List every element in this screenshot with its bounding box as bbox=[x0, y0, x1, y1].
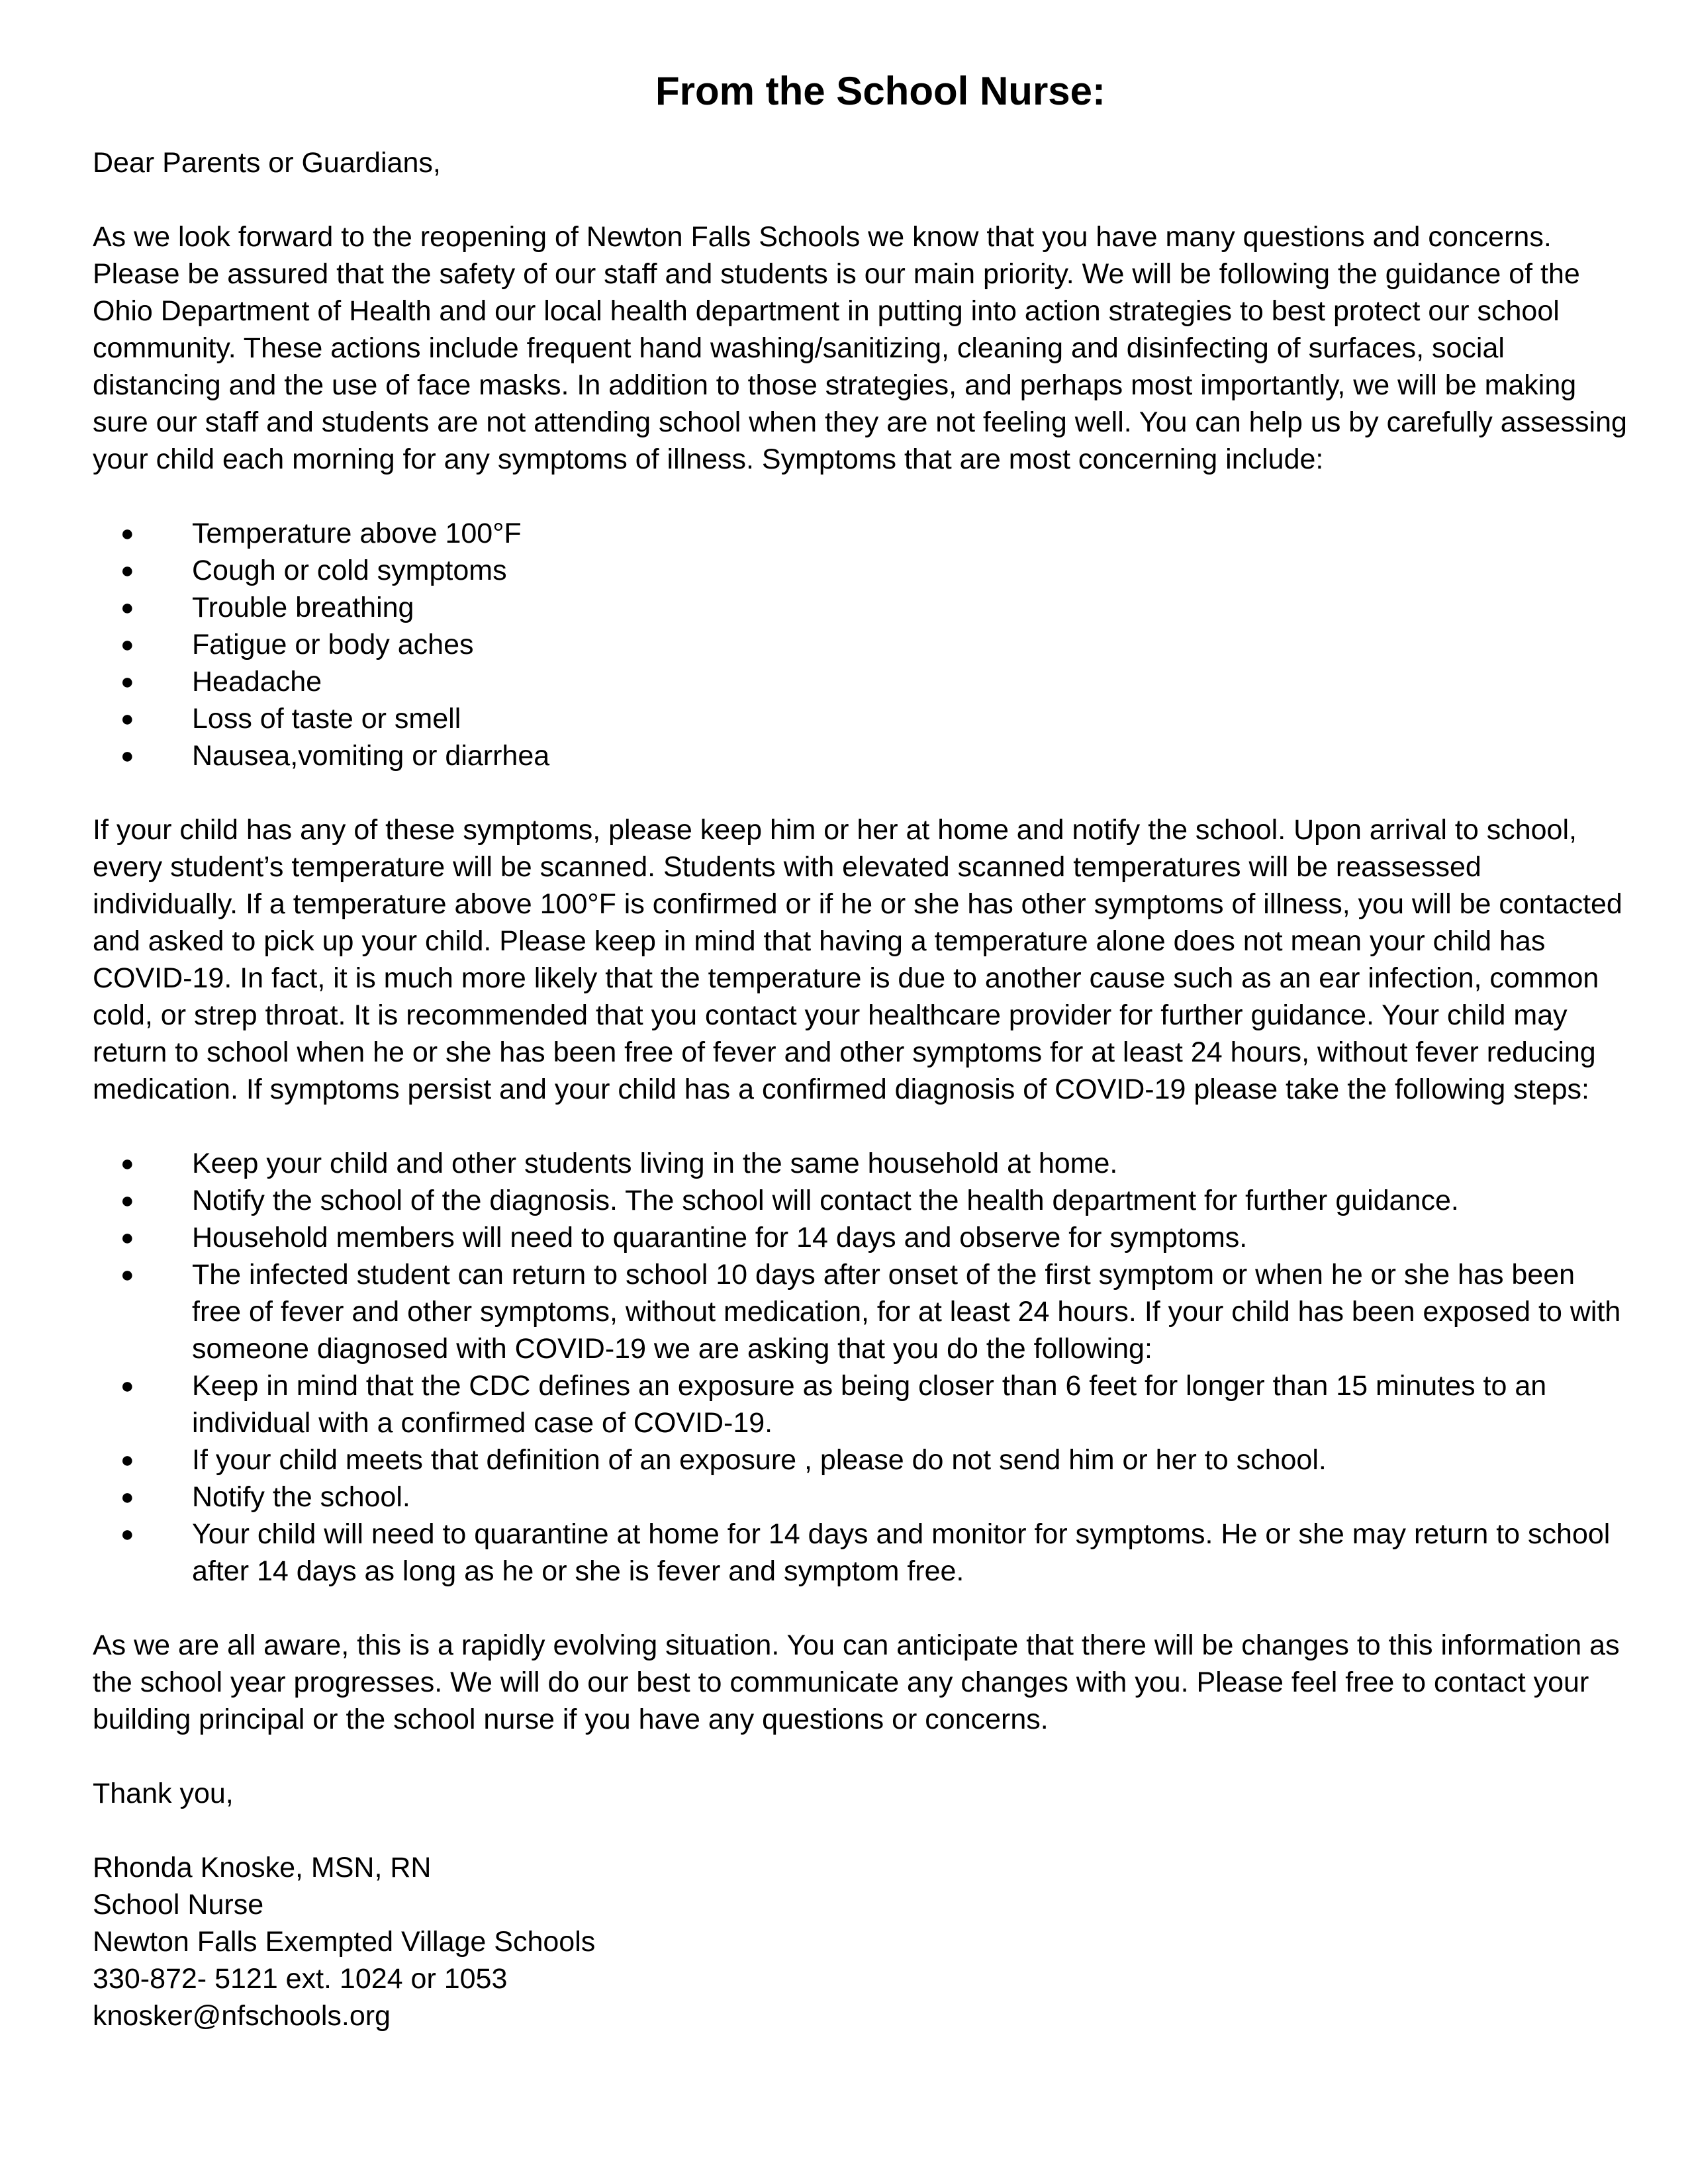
step-text: Notify the school. bbox=[192, 1481, 410, 1513]
bullet-icon: ● bbox=[120, 1188, 134, 1213]
list-item bbox=[93, 626, 1628, 663]
list-item bbox=[93, 1479, 1628, 1516]
greeting: Dear Parents or Guardians, bbox=[93, 147, 441, 179]
letter-page bbox=[93, 64, 1628, 2034]
list-item bbox=[93, 1367, 1628, 1441]
step-text: The infected student can return to school 10 days after onset of the first symptom or when he or she has been free of fever and other symptoms, without medication, for at least 24 hours. If your child has been exposed to with someone diagnosed with COVID-19 we are asking that you do the following: bbox=[192, 1259, 1621, 1365]
list-item bbox=[93, 700, 1628, 737]
bullet-icon: ● bbox=[120, 1262, 134, 1287]
page-title: From the School Nurse: bbox=[655, 69, 1106, 113]
bullet-icon: ● bbox=[120, 595, 134, 620]
bullet-icon: ● bbox=[120, 669, 134, 694]
bullet-icon: ● bbox=[120, 1373, 134, 1398]
symptom-text: Fatigue or body aches bbox=[192, 629, 474, 660]
bullet-icon: ● bbox=[120, 1522, 134, 1547]
bullet-icon: ● bbox=[120, 1225, 134, 1250]
list-item bbox=[93, 552, 1628, 589]
signature-role: School Nurse bbox=[93, 1889, 264, 1921]
step-text: Your child will need to quarantine at home for 14 days and monitor for symptoms. He or she may return to school after 14 days as long as he or she is fever and symptom free. bbox=[192, 1518, 1611, 1587]
step-text: Keep your child and other students living in the same household at home. bbox=[192, 1148, 1118, 1179]
signature-organization: Newton Falls Exempted Village Schools bbox=[93, 1926, 596, 1958]
list-item bbox=[93, 737, 1628, 774]
closing-paragraph: As we are all aware, this is a rapidly evolving situation. You can anticipate that there will be changes to this information as the school year progresses. We will do our best to communicate any changes with you. Please feel free to contact your building principal or the school nurse if you have any questions or concerns. bbox=[93, 1629, 1620, 1735]
list-item bbox=[93, 1182, 1628, 1219]
intro-paragraph: As we look forward to the reopening of Newton Falls Schools we know that you have many questions and concerns. Please be assured that the safety of our staff and students is our main priority. We will be following the guidance of the Ohio Department of Health and our local health department in putting into action strategies to best protect our school community. These actions include frequent hand washing/sanitizing, cleaning and disinfecting of surfaces, social distancing and the use of face masks. In addition to those strategies, and perhaps most importantly, we will be making sure our staff and students are not attending school when they are not feeling well. You can help us by carefully assessing your child each morning for any symptoms of illness. Symptoms that are most concerning include: bbox=[93, 221, 1627, 475]
step-text: Household members will need to quarantine for 14 days and observe for symptoms. bbox=[192, 1222, 1248, 1253]
steps-list bbox=[93, 1145, 1628, 1590]
bullet-icon: ● bbox=[120, 521, 134, 546]
bullet-icon: ● bbox=[120, 632, 134, 657]
sign-off: Thank you, bbox=[93, 1778, 234, 1809]
symptom-text: Trouble breathing bbox=[192, 592, 414, 623]
list-item bbox=[93, 515, 1628, 552]
bullet-icon: ● bbox=[120, 706, 134, 731]
list-item bbox=[93, 1145, 1628, 1182]
list-item bbox=[93, 1219, 1628, 1256]
symptom-text: Headache bbox=[192, 666, 322, 698]
signature-name: Rhonda Knoske, MSN, RN bbox=[93, 1852, 432, 1884]
signature-block bbox=[93, 1849, 1628, 2034]
bullet-icon: ● bbox=[120, 1151, 134, 1176]
symptoms-list bbox=[93, 515, 1628, 774]
bullet-icon: ● bbox=[120, 558, 134, 583]
symptom-text: Temperature above 100°F bbox=[192, 518, 522, 549]
second-paragraph: If your child has any of these symptoms, please keep him or her at home and notify the school. Upon arrival to school, every student’s temperature will be scanned. Students with elevated scanned temperatures will be reassessed individually. If a temperature above 100°F is confirmed or if he or she has other symptoms of illness, you will be contacted and asked to pick up your child. Please keep in mind that having a temperature alone does not mean your child has COVID-19. In fact, it is much more likely that the temperature is due to another cause such as an ear infection, common cold, or strep throat. It is recommended that you contact your healthcare provider for further guidance. Your child may return to school when he or she has been free of fever and other symptoms for at least 24 hours, without fever reducing medication. If symptoms persist and your child has a confirmed diagnosis of COVID-19 please take the following steps: bbox=[93, 814, 1622, 1105]
list-item bbox=[93, 589, 1628, 626]
bullet-icon: ● bbox=[120, 1447, 134, 1473]
list-item bbox=[93, 1256, 1628, 1367]
signature-email: knosker@nfschools.org bbox=[93, 2000, 391, 2032]
step-text: Notify the school of the diagnosis. The school will contact the health department for further guidance. bbox=[192, 1185, 1459, 1216]
symptom-text: Cough or cold symptoms bbox=[192, 555, 507, 586]
list-item bbox=[93, 663, 1628, 700]
bullet-icon: ● bbox=[120, 1484, 134, 1510]
list-item bbox=[93, 1441, 1628, 1479]
bullet-icon: ● bbox=[120, 743, 134, 768]
step-text: If your child meets that definition of an exposure , please do not send him or her to school. bbox=[192, 1444, 1327, 1476]
symptom-text: Loss of taste or smell bbox=[192, 703, 461, 735]
signature-phone: 330-872- 5121 ext. 1024 or 1053 bbox=[93, 1963, 508, 1995]
symptom-text: Nausea,vomiting or diarrhea bbox=[192, 740, 550, 772]
list-item bbox=[93, 1516, 1628, 1590]
step-text: Keep in mind that the CDC defines an exposure as being closer than 6 feet for longer than 15 minutes to an individual with a confirmed case of COVID-19. bbox=[192, 1370, 1547, 1439]
